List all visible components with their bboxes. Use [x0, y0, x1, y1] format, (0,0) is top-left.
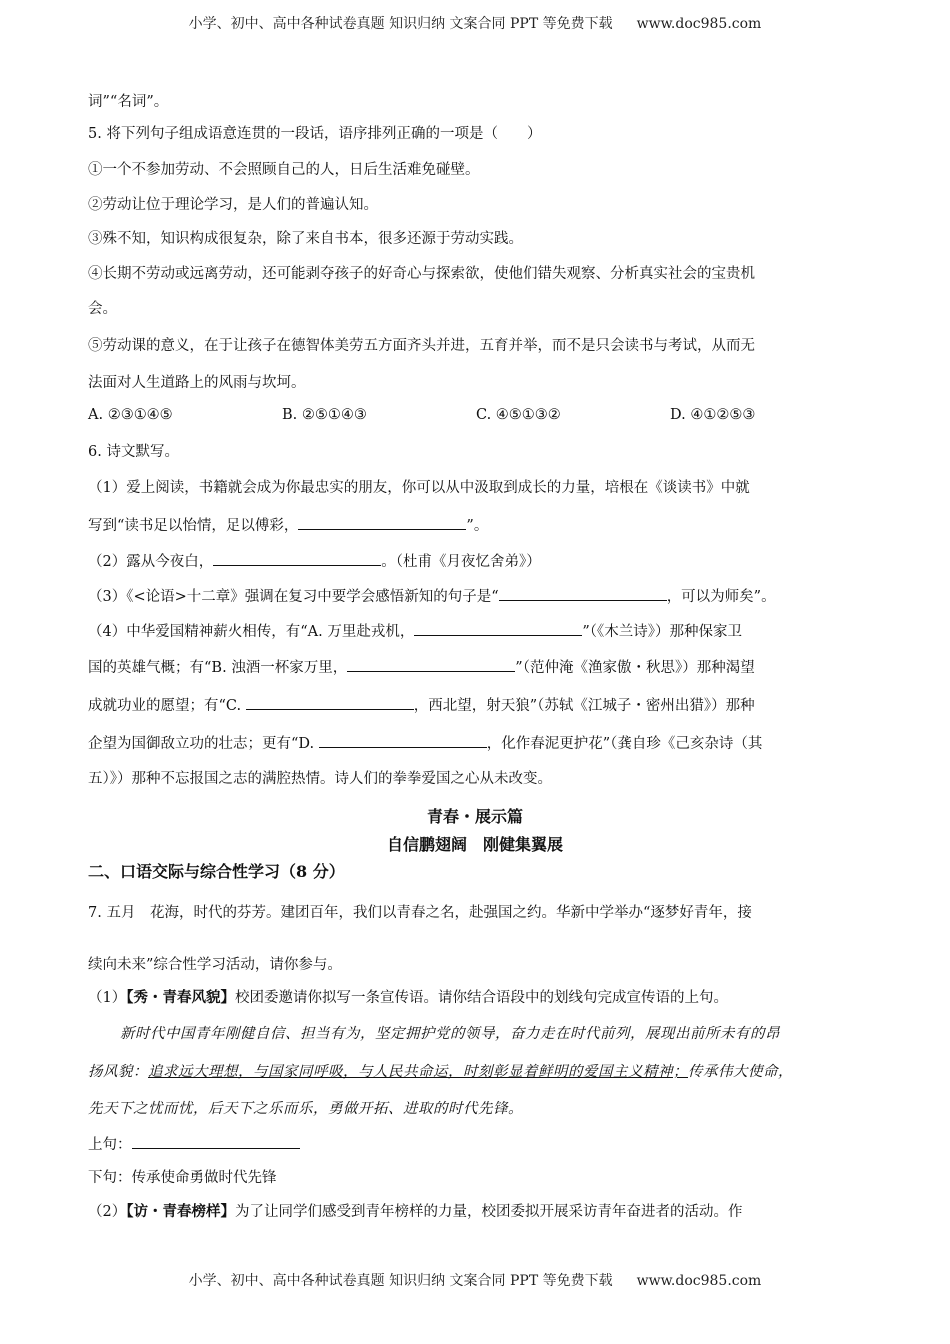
footer-url[interactable]: www.doc985.com	[636, 1273, 762, 1289]
page-header	[0, 13, 950, 33]
q6-1-line1: （1）爱上阅读，书籍就会成为你最忠实的朋友，你可以从中汲取到成长的力量，培根在《谈读书》中就	[88, 480, 750, 496]
lower-line: 下句：传承使命勇做时代先锋	[88, 1170, 277, 1186]
upper-line	[88, 1133, 300, 1155]
footer-text: 小学、初中、高中各种试卷真题 知识归纳 文案合同 PPT 等免费下载	[188, 1273, 613, 1289]
q6-4-line1	[88, 620, 742, 642]
q7-1-line	[88, 988, 728, 1008]
q5-sentence-5: ⑤劳动课的意义，在于让孩子在德智体美劳五方面齐头并进，五育并举，而不是只会读书与考试，从而无	[88, 338, 755, 354]
q5-option-a: A. ②③①④⑤	[88, 407, 173, 423]
q6-4-line3	[88, 694, 755, 716]
text: 上句：	[88, 1137, 132, 1153]
page-footer	[0, 1270, 950, 1290]
text-line: 词”“名词”。	[88, 94, 169, 110]
text: 写到“读书足以怡情，足以傅彩，	[88, 518, 299, 534]
text: ，西北望，射天狼”（苏轼《江城子・密州出猎》）那种	[413, 698, 755, 714]
q5-sentence-2: ②劳动让位于理论学习，是人们的普遍认知。	[88, 197, 378, 213]
q7-stem: 7. 五月 花海，时代的芬芳。建团百年，我们以青春之名，赴强国之约。华新中学举办“逐梦好青年，接	[88, 905, 752, 921]
answer-blank[interactable]	[298, 514, 466, 530]
answer-blank[interactable]	[246, 694, 414, 710]
text: （2）露从今夜白，	[88, 554, 214, 570]
q5-sentence-4: ④长期不劳动或远离劳动，还可能剥夺孩子的好奇心与探索欲，使他们错失观察、分析真实社会的宝贵机	[88, 266, 755, 282]
q6-4-line5: 五）》）那种不忘报国之志的满腔热情。诗人们的拳拳爱国之心从未改变。	[88, 771, 552, 787]
section-title: 青春・展示篇	[426, 807, 523, 826]
answer-blank[interactable]	[499, 585, 667, 601]
q5-sentence-4-cont: 会。	[88, 301, 117, 317]
q7-stem-cont: 续向未来”综合性学习活动，请你参与。	[88, 957, 342, 973]
header-text: 小学、初中、高中各种试卷真题 知识归纳 文案合同 PPT 等免费下载	[188, 16, 613, 32]
q6-1-line2	[88, 514, 488, 536]
answer-blank[interactable]	[347, 656, 515, 672]
answer-blank[interactable]	[213, 550, 381, 566]
text: ”。	[466, 518, 489, 534]
q7-1-tag: 【秀・青春风貌】	[126, 989, 235, 1006]
q6-4-line2	[88, 656, 755, 678]
text: 为了让同学们感受到青年榜样的力量，校团委拟开展采访青年奋进者的活动。作	[234, 1204, 743, 1220]
text: 扬风貌：	[88, 1064, 148, 1080]
header-url[interactable]: www.doc985.com	[636, 16, 762, 32]
text: 传承伟大使命，	[688, 1064, 793, 1080]
q6-3-line	[88, 585, 776, 607]
q5-option-b: B. ②⑤①④③	[282, 407, 367, 423]
passage-line1: 新时代中国青年刚健自信、担当有为，坚定拥护党的领导，奋力走在时代前列，展现出前所未有的昂	[120, 1026, 780, 1042]
q5-stem: 5. 将下列句子组成语意连贯的一段话，语序排列正确的一项是（ ）	[88, 126, 542, 142]
text: ”（《木兰诗》）那种保家卫	[582, 624, 742, 640]
text: ”（范仲淹《渔家傲・秋思》）那种渴望	[515, 660, 755, 676]
underlined-sentence: 追求远大理想，与国家同呼吸，与人民共命运，时刻彰显着鲜明的爱国主义精神；	[148, 1064, 688, 1080]
q5-sentence-1: ①一个不参加劳动、不会照顾自己的人，日后生活难免碰壁。	[88, 162, 480, 178]
q7-2-tag: 【访・青春榜样】	[126, 1203, 235, 1220]
text: （1）	[88, 990, 127, 1006]
section-subtitle: 自信鹏翅阔 刚健集翼展	[386, 835, 563, 854]
text: 。（杜甫《月夜忆舍弟》）	[381, 554, 541, 570]
q6-2-line	[88, 550, 541, 572]
text: （3）《<论语>十二章》强调在复习中要学会感悟新知的句子是“	[88, 589, 499, 605]
text: ，可以为师矣”。	[666, 589, 776, 605]
passage-line3: 先天下之忧而忧，后天下之乐而乐，勇做开拓、进取的时代先锋。	[88, 1101, 523, 1117]
q5-sentence-5-cont: 法面对人生道路上的风雨与坎坷。	[88, 375, 306, 391]
text: （2）	[88, 1204, 127, 1220]
q5-sentence-3: ③殊不知，知识构成很复杂，除了来自书本，很多还源于劳动实践。	[88, 231, 523, 247]
q5-option-d: D. ④①②⑤③	[670, 407, 756, 423]
answer-blank[interactable]	[132, 1133, 300, 1149]
text: 成就功业的愿望；有“C.	[88, 698, 246, 714]
q6-stem: 6. 诗文默写。	[88, 444, 179, 460]
text: （4）中华爱国精神薪火相传，有“A. 万里赴戎机，	[88, 624, 415, 640]
text: 企望为国御敌立功的壮志；更有“D.	[88, 736, 319, 752]
passage-line2	[88, 1062, 793, 1082]
answer-blank[interactable]	[319, 732, 487, 748]
answer-blank[interactable]	[414, 620, 582, 636]
text: 国的英雄气概；有“B. 浊酒一杯家万里，	[88, 660, 348, 676]
q6-4-line4	[88, 732, 762, 754]
q5-option-c: C. ④⑤①③②	[476, 407, 561, 423]
part-heading: 二、口语交际与综合性学习（8 分）	[88, 862, 345, 881]
text: ，化作春泥更护花”（龚自珍《己亥杂诗（其	[486, 736, 763, 752]
q7-2-line	[88, 1202, 742, 1222]
text: 校团委邀请你拟写一条宣传语。请你结合语段中的划线句完成宣传语的上句。	[234, 990, 728, 1006]
